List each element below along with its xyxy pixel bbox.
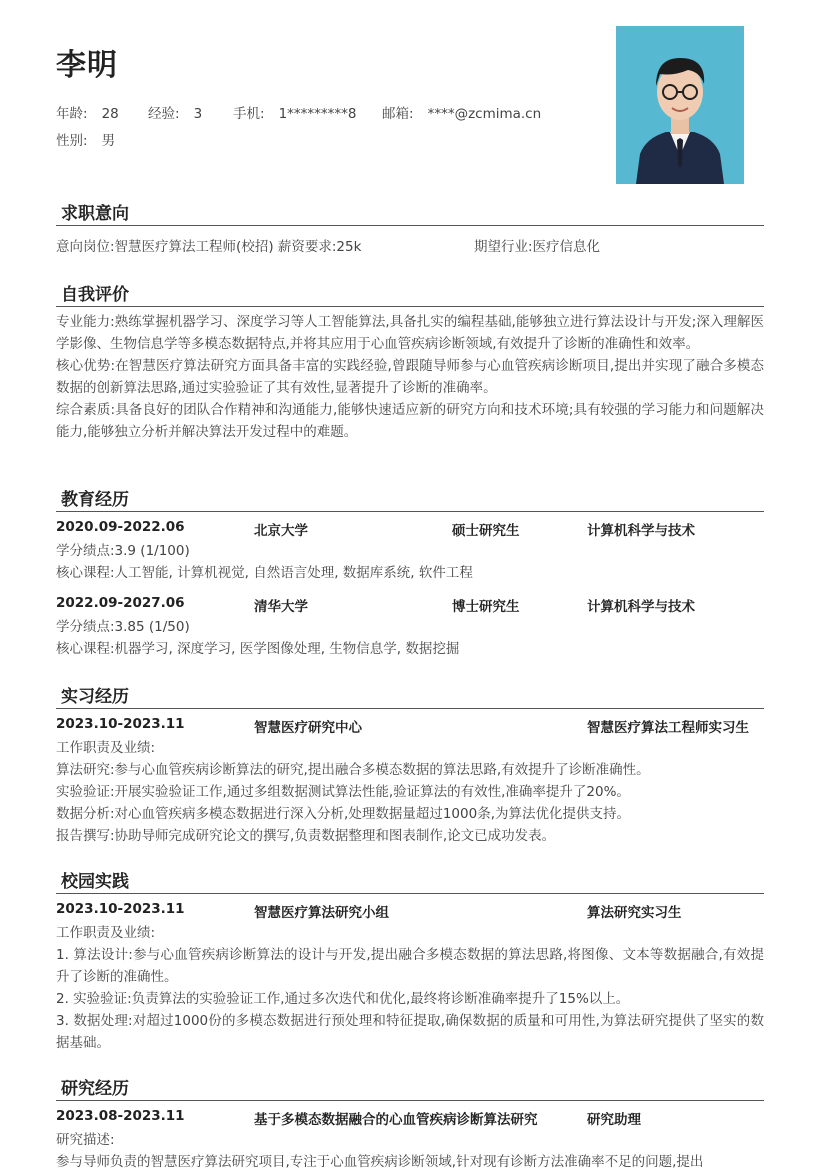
education-period: 2022.09-2027.06 (56, 595, 185, 611)
education-major: 计算机科学与技术 (587, 599, 695, 615)
campus-org: 智慧医疗算法研究小组 (254, 905, 389, 921)
campus-entry-head (56, 898, 764, 922)
education-section (56, 480, 764, 660)
gender-field (56, 129, 115, 149)
campus-header (56, 862, 764, 894)
internship-line: 数据分析:对心血管疾病多模态数据进行深入分析,处理数据量超过1000条,为算法优化提供支持。 (56, 806, 630, 822)
phone-label: 手机: (233, 106, 265, 122)
education-degree: 硕士研究生 (452, 523, 520, 539)
internship-org: 智慧医疗研究中心 (254, 720, 362, 736)
research-entry-head (56, 1105, 764, 1129)
education-entry-head (56, 516, 764, 540)
education-gpa: 学分绩点:3.85 (1/50) (56, 619, 190, 635)
internship-entry (56, 713, 764, 847)
job-intent-title: 求职意向 (61, 204, 129, 224)
gender-value: 男 (101, 133, 116, 149)
campus-entry (56, 898, 764, 1054)
education-header (56, 480, 764, 512)
campus-period: 2023.10-2023.11 (56, 901, 185, 917)
research-line: 参与导师负责的智慧医疗算法研究项目,专注于心血管疾病诊断领域,针对现有诊断方法准确率不足的问题,提出 (56, 1154, 704, 1170)
self-eval-paragraph: 核心优势:在智慧医疗算法研究方面具备丰富的实践经验,曾跟随导师参与心血管疾病诊断项目,提出并实现了融合多模态数据的创新算法思路,通过实验验证了其有效性,显著提升了诊断的准确率。 (56, 358, 764, 396)
age-label: 年龄: (56, 106, 88, 122)
education-degree: 博士研究生 (452, 599, 520, 615)
education-school: 清华大学 (254, 599, 308, 615)
experience-label: 经验: (148, 106, 180, 122)
research-period: 2023.08-2023.11 (56, 1108, 185, 1124)
campus-section (56, 862, 764, 1054)
job-intent-row (56, 236, 764, 258)
experience-field (148, 102, 202, 122)
campus-line: 2. 实验验证:负责算法的实验验证工作,通过多次迭代和优化,最终将诊断准确率提升了15%以上。 (56, 991, 630, 1007)
education-school: 北京大学 (254, 523, 308, 539)
research-line: 研究描述: (56, 1132, 115, 1148)
education-gpa: 学分绩点:3.9 (1/100) (56, 543, 190, 559)
education-courses: 核心课程:机器学习, 深度学习, 医学图像处理, 生物信息学, 数据挖掘 (56, 641, 460, 657)
campus-role: 算法研究实习生 (587, 905, 682, 921)
internship-line: 报告撰写:协助导师完成研究论文的撰写,负责数据整理和图表制作,论文已成功发表。 (56, 828, 556, 844)
phone-field (233, 102, 357, 122)
education-entry (56, 592, 764, 660)
internship-role: 智慧医疗算法工程师实习生 (587, 720, 749, 736)
job-intent-section (56, 194, 764, 258)
internship-header (56, 677, 764, 709)
internship-period: 2023.10-2023.11 (56, 716, 185, 732)
research-title: 研究经历 (61, 1079, 129, 1099)
job-intent-industry: 期望行业:医疗信息化 (474, 239, 601, 255)
campus-line: 工作职责及业绩: (56, 925, 156, 941)
campus-line: 3. 数据处理:对超过1000份的多模态数据进行预处理和特征提取,确保数据的质量和可用性,为算法研究提供了坚实的数据基础。 (56, 1013, 764, 1051)
education-courses: 核心课程:人工智能, 计算机视觉, 自然语言处理, 数据库系统, 软件工程 (56, 565, 473, 581)
profile-photo (616, 26, 744, 184)
candidate-name: 李明 (56, 48, 118, 83)
self-eval-section (56, 275, 764, 443)
education-entry-head (56, 592, 764, 616)
email-field (382, 102, 541, 122)
email-label: 邮箱: (382, 106, 414, 122)
research-header (56, 1069, 764, 1101)
phone-value: 1*********8 (278, 106, 357, 122)
self-eval-title: 自我评价 (61, 285, 129, 305)
gender-label: 性别: (56, 133, 88, 149)
job-intent-position: 意向岗位:智慧医疗算法工程师(校招) 薪资要求:25k (56, 239, 362, 255)
avatar-portrait (616, 26, 744, 184)
research-section (56, 1069, 764, 1173)
research-role: 研究助理 (587, 1112, 641, 1128)
age-field (56, 102, 119, 122)
internship-entry-head (56, 713, 764, 737)
internship-line: 实验验证:开展实验验证工作,通过多组数据测试算法性能,验证算法的有效性,准确率提升了20%。 (56, 784, 630, 800)
education-title: 教育经历 (61, 490, 129, 510)
job-intent-header (56, 194, 764, 226)
education-entry (56, 516, 764, 584)
campus-title: 校园实践 (61, 872, 129, 892)
research-entry (56, 1105, 764, 1173)
self-eval-paragraph: 专业能力:熟练掌握机器学习、深度学习等人工智能算法,具备扎实的编程基础,能够独立进行算法设计与开发;深入理解医学影像、生物信息学等多模态数据特点,并将其应用于心血管疾病诊断领域,有效提升了诊断的准确性和效率。 (56, 314, 764, 352)
education-period: 2020.09-2022.06 (56, 519, 185, 535)
internship-section (56, 677, 764, 847)
campus-line: 1. 算法设计:参与心血管疾病诊断算法的设计与开发,提出融合多模态数据的算法思路,将图像、文本等数据融合,有效提升了诊断的准确性。 (56, 947, 764, 985)
email-value: ****@zcmima.cn (427, 106, 542, 122)
research-project: 基于多模态数据融合的心血管疾病诊断算法研究 (254, 1112, 538, 1128)
education-major: 计算机科学与技术 (587, 523, 695, 539)
self-eval-header (56, 275, 764, 307)
self-eval-paragraph: 综合素质:具备良好的团队合作精神和沟通能力,能够快速适应新的研究方向和技术环境;具有较强的学习能力和问题解决能力,能够独立分析并解决算法开发过程中的难题。 (56, 402, 764, 440)
experience-value: 3 (193, 106, 203, 122)
self-eval-body (56, 311, 764, 443)
age-value: 28 (101, 106, 119, 122)
internship-title: 实习经历 (61, 687, 129, 707)
internship-line: 算法研究:参与心血管疾病诊断算法的研究,提出融合多模态数据的算法思路,有效提升了诊断准确性。 (56, 762, 650, 778)
internship-line: 工作职责及业绩: (56, 740, 156, 756)
